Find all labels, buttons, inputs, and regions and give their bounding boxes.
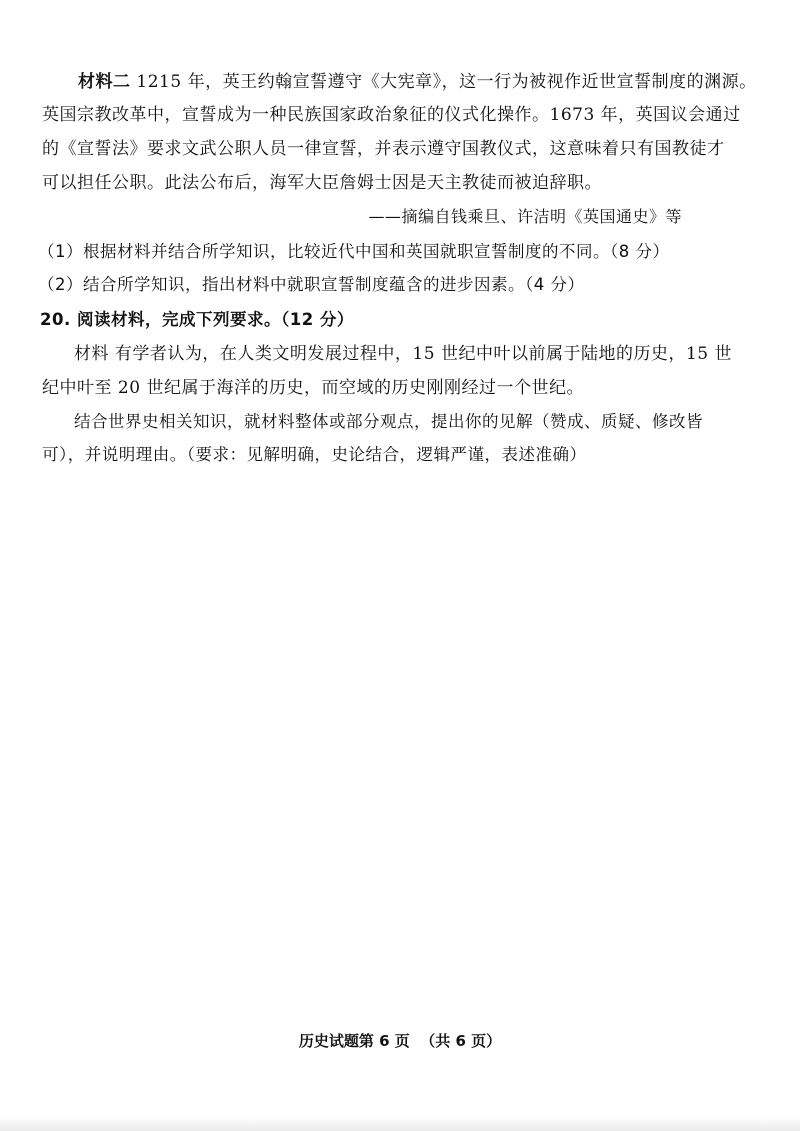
material2-line-2: 英国宗教改革中，宣誓成为一种民族国家政治象征的仪式化操作。1673 年，英国议会通过 xyxy=(42,105,741,125)
scan-bottom-edge xyxy=(0,1118,800,1131)
question-19-2: （2）结合所学知识，指出材料中就职宣誓制度蕴含的进步因素。（4 分） xyxy=(38,275,585,294)
question-20-heading: 20. 阅读材料，完成下列要求。（12 分） xyxy=(40,310,354,329)
q20-instruction-line-2: 可），并说明理由。（要求：见解明确，史论结合，逻辑严谨，表述准确） xyxy=(42,445,587,464)
page-footer: 历史试题第 6 页 （共 6 页） xyxy=(298,1032,502,1050)
q20-material-line-1: 材料 有学者认为，在人类文明发展过程中，15 世纪中叶以前属于陆地的历史，15 世 xyxy=(74,344,732,364)
material2-line-1 xyxy=(78,70,757,94)
question-19-1: （1）根据材料并结合所学知识，比较近代中国和英国就职宣誓制度的不同。（8 分） xyxy=(38,242,670,261)
material2-source: ——摘编自钱乘旦、许洁明《英国通史》等 xyxy=(368,207,682,226)
material2-line-4: 可以担任公职。此法公布后，海军大臣詹姆士因是天主教徒而被迫辞职。 xyxy=(42,173,602,193)
material2-line-1-text: 1215 年，英王约翰宣誓遵守《大宪章》，这一行为被视作近世宣誓制度的渊源。 xyxy=(130,72,757,92)
material2-line-3: 的《宣誓法》要求文武公职人员一律宣誓，并表示遵守国教仪式，这意味着只有国教徒才 xyxy=(42,139,725,159)
material2-label: 材料二 xyxy=(78,72,131,92)
q20-instruction-line-1: 结合世界史相关知识，就材料整体或部分观点，提出你的见解（赞成、质疑、修改皆 xyxy=(74,412,703,431)
q20-material-line-2: 纪中叶至 20 世纪属于海洋的历史，而空域的历史刚刚经过一个世纪。 xyxy=(42,378,584,398)
